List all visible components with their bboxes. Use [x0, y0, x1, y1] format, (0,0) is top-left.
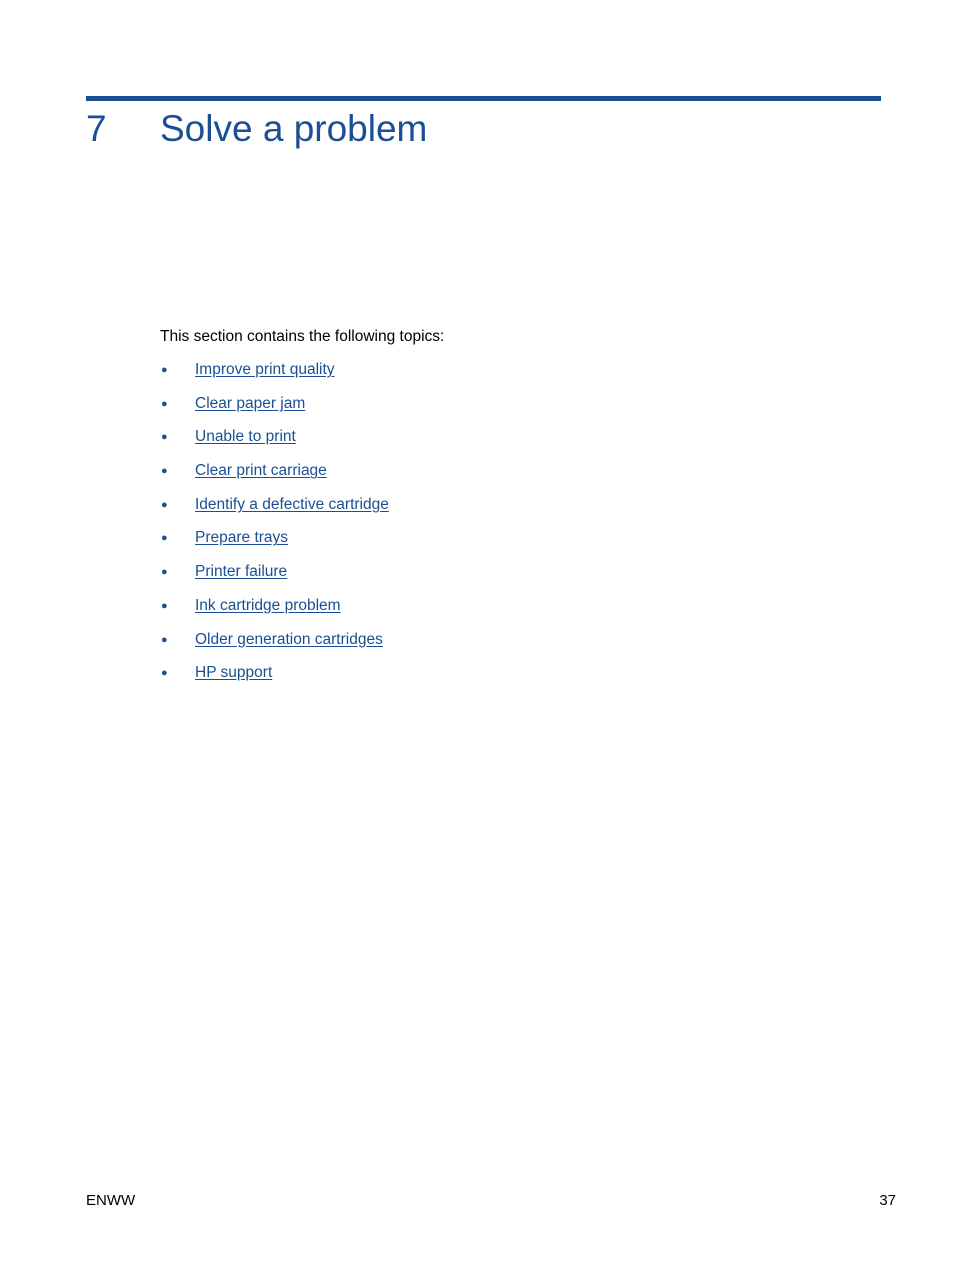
- bullet-icon: ●: [161, 633, 168, 646]
- list-item: [160, 495, 389, 529]
- list-item: [160, 461, 389, 495]
- topic-link-ink-cartridge-problem[interactable]: Ink cartridge problem: [195, 596, 341, 614]
- topic-link-clear-print-carriage[interactable]: Clear print carriage: [195, 462, 327, 480]
- topic-link-unable-to-print[interactable]: Unable to print: [195, 428, 296, 446]
- topic-list: [160, 360, 389, 697]
- list-item: [160, 663, 389, 697]
- page-number: 37: [879, 1192, 896, 1209]
- list-item: [160, 360, 389, 394]
- bullet-icon: ●: [161, 465, 168, 478]
- list-item: [160, 630, 389, 664]
- bullet-icon: ●: [161, 599, 168, 612]
- topic-link-identify-defective-cartridge[interactable]: Identify a defective cartridge: [195, 495, 389, 513]
- footer-locale: ENWW: [86, 1192, 136, 1209]
- list-item: [160, 528, 389, 562]
- chapter-number: 7: [86, 108, 107, 149]
- bullet-icon: ●: [161, 431, 168, 444]
- bullet-icon: ●: [161, 397, 168, 410]
- bullet-icon: ●: [161, 498, 168, 511]
- intro-text: This section contains the following topics:: [160, 328, 445, 345]
- list-item: [160, 427, 389, 461]
- chapter-rule: [86, 96, 881, 101]
- list-item: [160, 394, 389, 428]
- bullet-icon: ●: [161, 364, 168, 376]
- chapter-title: Solve a problem: [160, 108, 428, 149]
- bullet-icon: ●: [161, 566, 168, 579]
- topic-link-hp-support[interactable]: HP support: [195, 664, 273, 682]
- bullet-icon: ●: [161, 667, 168, 680]
- topic-link-improve-print-quality[interactable]: Improve print quality: [195, 361, 335, 378]
- list-item: [160, 596, 389, 630]
- topic-link-older-generation-cartridges[interactable]: Older generation cartridges: [195, 630, 383, 648]
- topic-link-printer-failure[interactable]: Printer failure: [195, 563, 288, 581]
- list-item: [160, 562, 389, 596]
- topic-link-clear-paper-jam[interactable]: Clear paper jam: [195, 394, 306, 412]
- topic-link-prepare-trays[interactable]: Prepare trays: [195, 529, 289, 547]
- bullet-icon: ●: [161, 532, 168, 545]
